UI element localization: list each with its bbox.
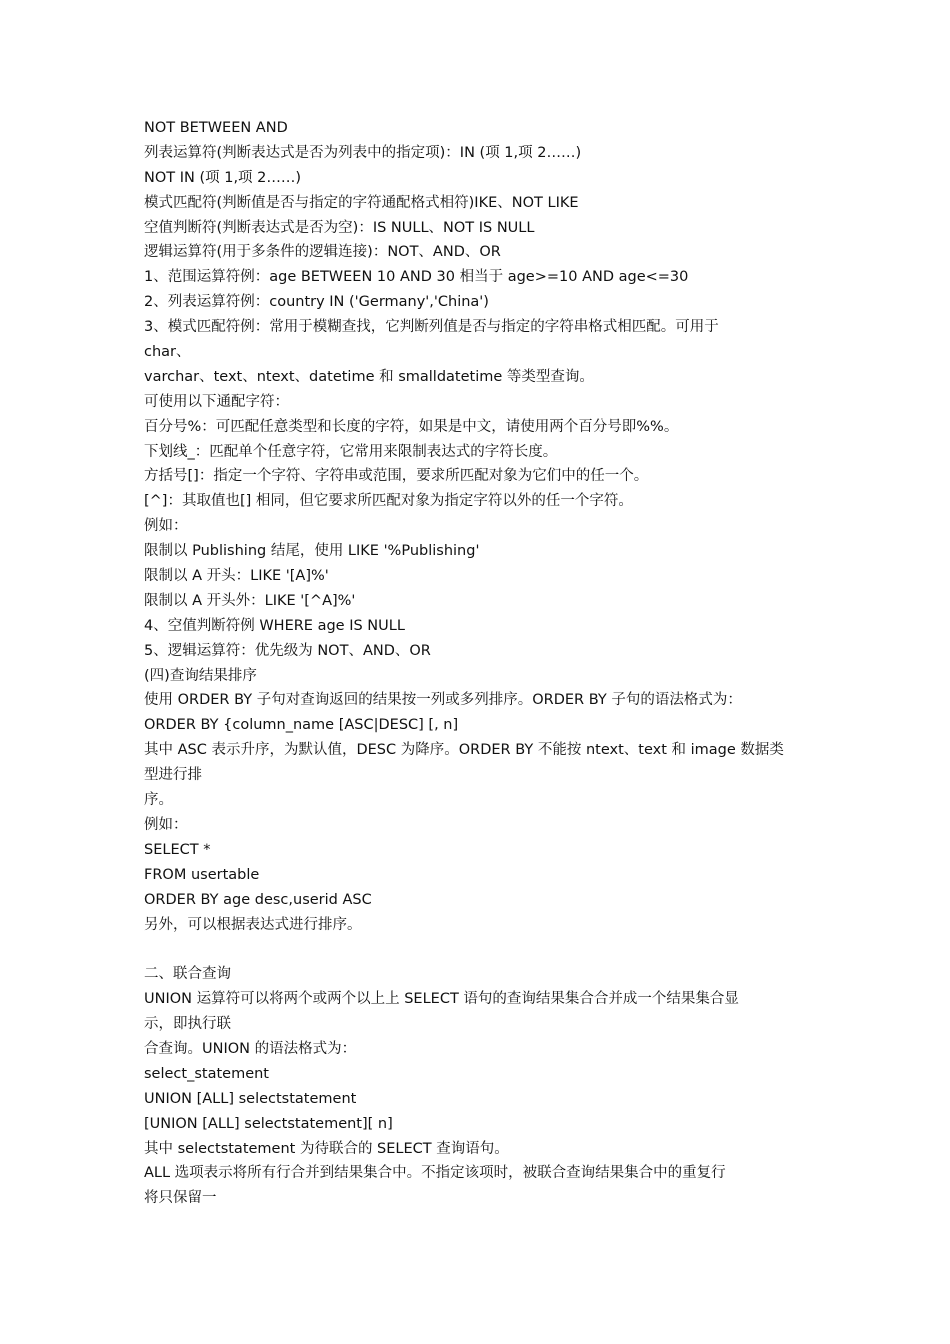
text-line: 例如：	[144, 816, 188, 833]
text-line: ORDER BY {column_name [ASC|DESC] [, n]	[144, 717, 459, 734]
text-line: 合查询。UNION 的语法格式为：	[144, 1040, 357, 1057]
text-line: 序。	[144, 792, 173, 809]
text-line: 空值判断符(判断表达式是否为空)：IS NULL、NOT IS NULL	[144, 219, 535, 236]
text-line: 例如：	[144, 518, 188, 535]
text-line: 5、逻辑运算符：优先级为 NOT、AND、OR	[144, 642, 431, 659]
text-line: 百分号%：可匹配任意类型和长度的字符，如果是中文，请使用两个百分号即%%。	[144, 418, 679, 435]
text-line: 3、模式匹配符例：常用于模糊查找，它判断列值是否与指定的字符串格式相匹配。可用于	[144, 319, 719, 336]
text-line: 模式匹配符(判断值是否与指定的字符通配格式相符)IKE、NOT LIKE	[144, 194, 579, 211]
text-line: 逻辑运算符(用于多条件的逻辑连接)：NOT、AND、OR	[144, 244, 501, 261]
text-line: NOT IN (项 1,项 2……)	[144, 169, 302, 186]
text-line: FROM usertable	[144, 866, 260, 883]
text-line: 另外，可以根据表达式进行排序。	[144, 916, 362, 933]
text-line: UNION 运算符可以将两个或两个以上上 SELECT 语句的查询结果集合合并成一个结果集合显	[144, 991, 739, 1008]
text-line: 型进行排	[144, 767, 202, 784]
text-line: 其中 selectstatement 为待联合的 SELECT 查询语句。	[144, 1140, 509, 1157]
text-line: 限制以 A 开头外：LIKE '[^A]%'	[144, 592, 356, 609]
text-line: 示，即执行联	[144, 1016, 231, 1033]
text-line: 下划线_：匹配单个任意字符，它常用来限制表达式的字符长度。	[144, 443, 558, 460]
text-line: char、	[144, 344, 191, 361]
text-line: 二、联合查询	[144, 966, 231, 983]
text-line: 1、范围运算符例：age BETWEEN 10 AND 30 相当于 age>=10 AND age<=30	[144, 269, 689, 286]
text-line: select_statement	[144, 1065, 269, 1082]
blank-line	[144, 937, 814, 962]
text-line: NOT BETWEEN AND	[144, 120, 288, 136]
text-line: 可使用以下通配字符：	[144, 393, 289, 410]
text-line: 列表运算符(判断表达式是否为列表中的指定项)：IN (项 1,项 2……)	[144, 144, 582, 161]
text-line: 4、空值判断符例 WHERE age IS NULL	[144, 617, 405, 634]
text-line: SELECT *	[144, 841, 211, 858]
text-line: ORDER BY age desc,userid ASC	[144, 891, 372, 908]
text-line: ALL 选项表示将所有行合并到结果集合中。不指定该项时，被联合查询结果集合中的重复行	[144, 1165, 726, 1182]
text-line: [^]：其取值也[] 相同，但它要求所匹配对象为指定字符以外的任一个字符。	[144, 493, 633, 510]
text-line: 2、列表运算符例：country IN ('Germany','China')	[144, 294, 489, 311]
text-line: 将只保留一	[144, 1190, 217, 1207]
text-line: [UNION [ALL] selectstatement][ n]	[144, 1115, 393, 1132]
text-line: 其中 ASC 表示升序，为默认值，DESC 为降序。ORDER BY 不能按 ntext、text 和 image 数据类	[144, 742, 784, 759]
text-line: varchar、text、ntext、datetime 和 smalldatetime 等类型查询。	[144, 368, 594, 385]
text-line: UNION [ALL] selectstatement	[144, 1090, 357, 1107]
document-body	[144, 116, 814, 1211]
text-line: 限制以 Publishing 结尾，使用 LIKE '%Publishing'	[144, 543, 480, 560]
text-line: (四)查询结果排序	[144, 667, 257, 684]
text-line: 使用 ORDER BY 子句对查询返回的结果按一列或多列排序。ORDER BY 子句的语法格式为：	[144, 692, 742, 709]
text-line: 方括号[]：指定一个字符、字符串或范围，要求所匹配对象为它们中的任一个。	[144, 468, 649, 485]
text-line: 限制以 A 开头：LIKE '[A]%'	[144, 568, 329, 585]
